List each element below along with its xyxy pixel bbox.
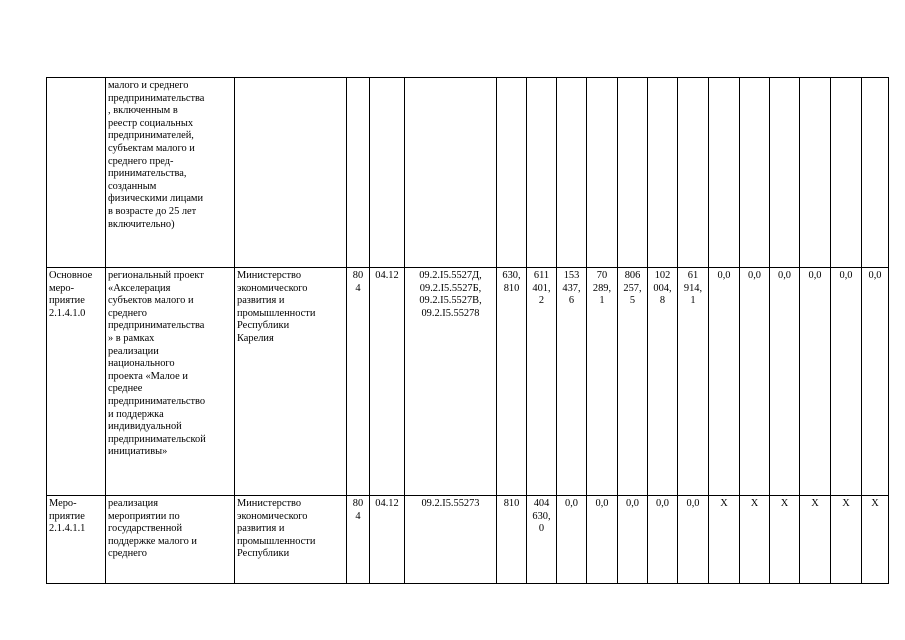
value-cell: 0,0 bbox=[800, 268, 831, 496]
target-article-cell bbox=[405, 78, 497, 268]
value-cell: 0,0 bbox=[770, 268, 800, 496]
value-cell: 0,0 bbox=[831, 268, 862, 496]
value-cell: 0,0 bbox=[648, 496, 678, 584]
grbs-cell: 80 4 bbox=[347, 496, 370, 584]
value-cell: 806 257, 5 bbox=[618, 268, 648, 496]
value-cell bbox=[648, 78, 678, 268]
section-cell bbox=[370, 78, 405, 268]
value-cell: 0,0 bbox=[587, 496, 618, 584]
expense-type-cell: 630, 810 bbox=[497, 268, 527, 496]
value-cell bbox=[770, 78, 800, 268]
table-row bbox=[47, 78, 889, 268]
value-cell bbox=[862, 78, 889, 268]
value-cell: 0,0 bbox=[557, 496, 587, 584]
value-cell: X bbox=[770, 496, 800, 584]
value-cell: 0,0 bbox=[740, 268, 770, 496]
expense-type-cell: 810 bbox=[497, 496, 527, 584]
value-cell: 0,0 bbox=[862, 268, 889, 496]
value-cell bbox=[527, 78, 557, 268]
expense-type-cell bbox=[497, 78, 527, 268]
grbs-cell: 80 4 bbox=[347, 268, 370, 496]
grbs-cell bbox=[347, 78, 370, 268]
value-cell: X bbox=[709, 496, 740, 584]
value-cell: 0,0 bbox=[678, 496, 709, 584]
executor-cell: Министерство экономического развития и промышленности Республики Карелия bbox=[235, 268, 347, 496]
activity-name-cell: региональный проект «Акселерация субъектов малого и среднего предпринимательства » в рамках реализации национального проекта «Малое и среднее предпринимательство и поддержка индивидуальной предпринимательской инициативы» bbox=[106, 268, 235, 496]
value-cell: 70 289, 1 bbox=[587, 268, 618, 496]
value-cell bbox=[831, 78, 862, 268]
value-cell bbox=[740, 78, 770, 268]
target-article-cell: 09.2.I5.55273 bbox=[405, 496, 497, 584]
activity-code-cell bbox=[47, 78, 106, 268]
value-cell: 0,0 bbox=[618, 496, 648, 584]
value-cell: 61 914, 1 bbox=[678, 268, 709, 496]
executor-cell bbox=[235, 78, 347, 268]
value-cell: 611 401, 2 bbox=[527, 268, 557, 496]
activity-code-cell: Основное меро- приятие 2.1.4.1.0 bbox=[47, 268, 106, 496]
value-cell: X bbox=[800, 496, 831, 584]
value-cell bbox=[557, 78, 587, 268]
section-cell: 04.12 bbox=[370, 268, 405, 496]
value-cell bbox=[587, 78, 618, 268]
executor-cell: Министерство экономического развития и промышленности Республики bbox=[235, 496, 347, 584]
activity-name-cell: реализация мероприятии по государственной поддержке малого и среднего bbox=[106, 496, 235, 584]
value-cell bbox=[618, 78, 648, 268]
value-cell: 153 437, 6 bbox=[557, 268, 587, 496]
section-cell: 04.12 bbox=[370, 496, 405, 584]
value-cell bbox=[709, 78, 740, 268]
table-row bbox=[47, 496, 889, 584]
table-row bbox=[47, 268, 889, 496]
value-cell: 0,0 bbox=[709, 268, 740, 496]
value-cell bbox=[678, 78, 709, 268]
target-article-cell: 09.2.I5.5527Д, 09.2.I5.5527Б, 09.2.I5.5527В, 09.2.I5.55278 bbox=[405, 268, 497, 496]
value-cell: X bbox=[740, 496, 770, 584]
value-cell: 404 630, 0 bbox=[527, 496, 557, 584]
value-cell: X bbox=[862, 496, 889, 584]
activity-code-cell: Меро- приятие 2.1.4.1.1 bbox=[47, 496, 106, 584]
value-cell: 102 004, 8 bbox=[648, 268, 678, 496]
activity-name-cell: малого и среднего предпринимательства , включенным в реестр социальных предпринимателей, субъектам малого и среднего пред- принимательства, созданным физическими лицами в возрасте до 25 лет включительно) bbox=[106, 78, 235, 268]
budget-program-table bbox=[46, 77, 889, 584]
value-cell bbox=[800, 78, 831, 268]
value-cell: X bbox=[831, 496, 862, 584]
